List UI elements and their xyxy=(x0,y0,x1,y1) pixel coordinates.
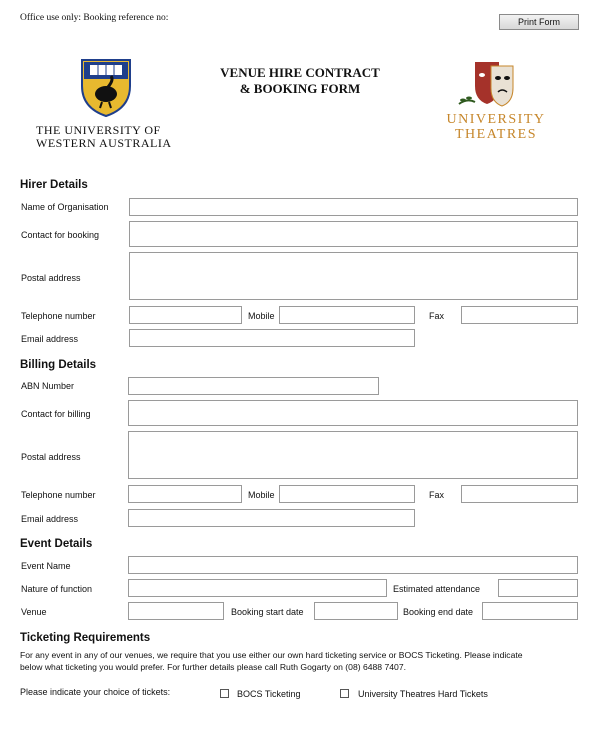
uwa-name-line1: THE UNIVERSITY OF xyxy=(36,123,161,137)
hirer-mobile-field[interactable] xyxy=(279,306,415,324)
start-date-label: Booking start date xyxy=(231,607,304,617)
billing-postal-field[interactable] xyxy=(128,431,578,479)
ticketing-line1: For any event in any of our venues, we require that you use either our own hard ticketing service or BOCS Ticketing. Please indicate xyxy=(20,650,523,660)
theatre-masks-icon xyxy=(455,58,535,112)
abn-field[interactable] xyxy=(128,377,379,395)
theatres-name-line1: UNIVERSITY xyxy=(446,112,546,127)
billing-details-heading: Billing Details xyxy=(20,359,97,371)
organisation-field[interactable] xyxy=(129,198,578,216)
hirer-postal-field[interactable] xyxy=(129,252,578,300)
billing-postal-label: Postal address xyxy=(21,452,81,462)
billing-fax-label: Fax xyxy=(429,490,445,500)
office-use-label: Office use only: Booking reference no: xyxy=(20,13,169,23)
event-details-heading: Event Details xyxy=(20,538,93,550)
hard-tickets-option-label: University Theatres Hard Tickets xyxy=(358,689,488,699)
uwa-crest-icon xyxy=(78,52,134,118)
hirer-email-field[interactable] xyxy=(129,329,415,347)
billing-email-label: Email address xyxy=(21,514,79,524)
billing-fax-field[interactable] xyxy=(461,485,578,503)
bocs-checkbox[interactable] xyxy=(220,689,229,698)
event-name-label: Event Name xyxy=(21,561,71,571)
print-form-button[interactable]: Print Form xyxy=(499,14,579,30)
hirer-mobile-label: Mobile xyxy=(248,311,275,321)
hard-tickets-checkbox[interactable] xyxy=(340,689,349,698)
hirer-telephone-field[interactable] xyxy=(129,306,242,324)
end-date-field[interactable] xyxy=(482,602,578,620)
billing-mobile-field[interactable] xyxy=(279,485,415,503)
hirer-contact-field[interactable] xyxy=(129,221,578,247)
hirer-fax-field[interactable] xyxy=(461,306,578,324)
hirer-fax-label: Fax xyxy=(429,311,445,321)
hirer-contact-label: Contact for booking xyxy=(21,230,100,240)
uwa-name-line2: WESTERN AUSTRALIA xyxy=(36,136,172,150)
nature-label: Nature of function xyxy=(21,584,93,594)
abn-label: ABN Number xyxy=(21,381,75,391)
hirer-postal-label: Postal address xyxy=(21,273,81,283)
venue-field[interactable] xyxy=(128,602,224,620)
theatres-name-line2: THEATRES xyxy=(455,127,537,142)
billing-email-field[interactable] xyxy=(128,509,415,527)
billing-contact-field[interactable] xyxy=(128,400,578,426)
hirer-details-heading: Hirer Details xyxy=(20,179,88,191)
billing-mobile-label: Mobile xyxy=(248,490,275,500)
end-date-label: Booking end date xyxy=(403,607,474,617)
bocs-option-label: BOCS Ticketing xyxy=(237,689,301,699)
hirer-email-label: Email address xyxy=(21,334,79,344)
nature-field[interactable] xyxy=(128,579,387,597)
billing-telephone-field[interactable] xyxy=(128,485,242,503)
start-date-field[interactable] xyxy=(314,602,398,620)
attendance-label: Estimated attendance xyxy=(393,584,481,594)
form-title-line1: VENUE HIRE CONTRACT xyxy=(220,65,380,80)
ticketing-line2: below what ticketing you would prefer. For further details please call Ruth Gogarty on (08) 6488 7407. xyxy=(20,662,406,672)
form-title-line2: & BOOKING FORM xyxy=(239,81,361,96)
hirer-telephone-label: Telephone number xyxy=(21,311,96,321)
event-name-field[interactable] xyxy=(128,556,578,574)
billing-telephone-label: Telephone number xyxy=(21,490,96,500)
organisation-label: Name of Organisation xyxy=(21,202,109,212)
ticketing-heading: Ticketing Requirements xyxy=(20,632,151,644)
attendance-field[interactable] xyxy=(498,579,578,597)
ticket-choice-label: Please indicate your choice of tickets: xyxy=(20,687,171,697)
billing-contact-label: Contact for billing xyxy=(21,409,91,419)
venue-label: Venue xyxy=(21,607,47,617)
